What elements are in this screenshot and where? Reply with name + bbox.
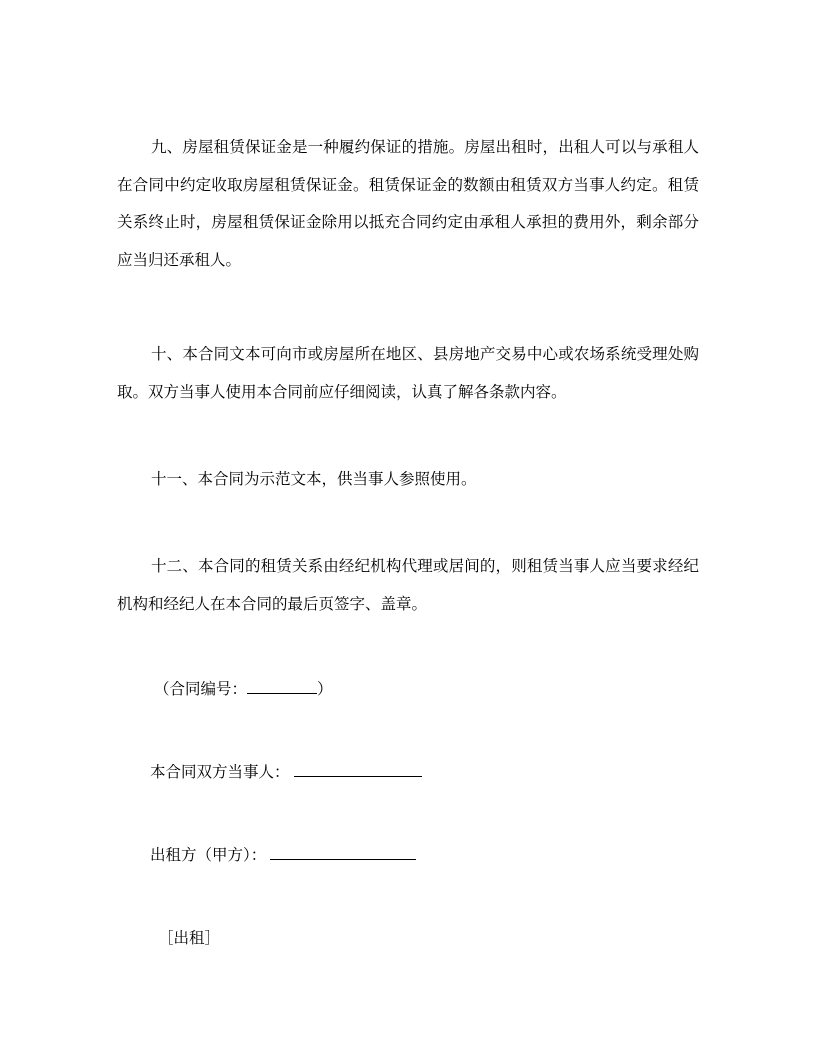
contract-number-blank[interactable]	[247, 677, 317, 694]
clause-10: 十、本合同文本可向市或房屋所在地区、县房地产交易中心或农场系统受理处购取。双方当事人使用本合同前应仔细阅读，认真了解各条款内容。	[117, 345, 699, 401]
lessor-label: 出租方（甲方）：	[150, 846, 267, 864]
rent-heading: ［出租］	[158, 929, 221, 947]
contract-number-line	[154, 677, 333, 701]
parties-label: 本合同双方当事人：	[150, 763, 290, 781]
contract-number-close: ）	[317, 680, 333, 698]
lessor-line	[150, 843, 416, 867]
clause-12: 十二、本合同的租赁关系由经纪机构代理或居间的，则租赁当事人应当要求经纪机构和经纪人在本合同的最后页签字、盖章。	[117, 557, 699, 613]
clause-9: 九、房屋租赁保证金是一种履约保证的措施。房屋出租时，出租人可以与承租人在合同中约定收取房屋租赁保证金。租赁保证金的数额由租赁双方当事人约定。租赁关系终止时，房屋租赁保证金除用以抵充合同约定由承租人承担的费用外，剩余部分应当归还承租人。	[117, 138, 699, 269]
contract-number-label: （合同编号：	[154, 680, 248, 698]
parties-line	[150, 760, 422, 784]
lessor-blank[interactable]	[270, 843, 416, 860]
parties-blank[interactable]	[294, 760, 422, 777]
clause-11: 十一、本合同为示范文本，供当事人参照使用。	[151, 470, 477, 488]
